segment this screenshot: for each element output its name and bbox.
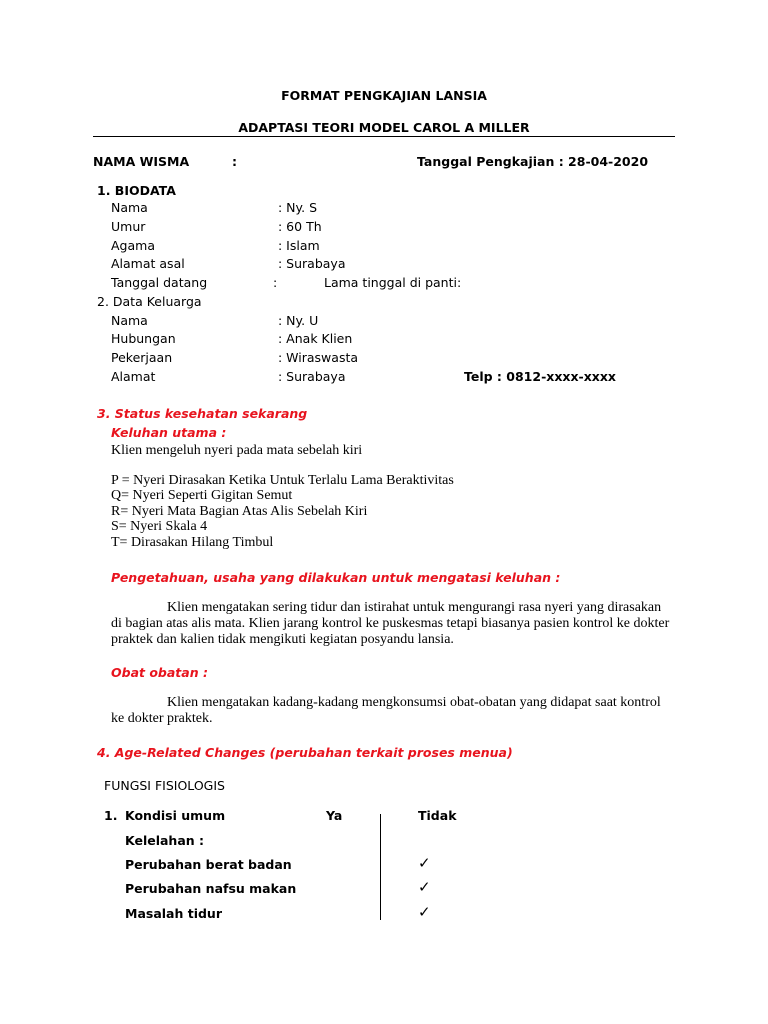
keluarga-label: Pekerjaan [111, 350, 173, 365]
table-row-label: Masalah tidur [125, 906, 222, 921]
telp-value: Telp : 0812-xxxx-xxxx [464, 369, 616, 384]
status-heading: 3. Status kesehatan sekarang [97, 406, 308, 421]
pqrst-line: P = Nyeri Dirasakan Ketika Untuk Terlalu Lama Beraktivitas [111, 473, 454, 488]
check-icon: ✓ [418, 903, 431, 921]
tanggal-pengkajian: Tanggal Pengkajian : 28-04-2020 [417, 154, 649, 169]
keluarga-label: Alamat [111, 369, 156, 384]
tanggal-datang-label: Tanggal datang [111, 275, 208, 290]
table-title: Kondisi umum [125, 808, 226, 823]
keluarga-heading: 2. Data Keluarga [97, 294, 202, 309]
table-divider [380, 814, 381, 920]
nama-wisma-colon: : [232, 154, 237, 169]
check-icon: ✓ [418, 854, 431, 872]
biodata-label: Umur [111, 219, 146, 234]
pqrst-line: T= Dirasakan Hilang Timbul [111, 535, 274, 550]
nama-wisma-label: NAMA WISMA [93, 154, 190, 169]
table-row-label: Kelelahan : [125, 833, 205, 848]
biodata-label: Alamat asal [111, 256, 185, 271]
lama-tinggal-label: Lama tinggal di panti: [324, 275, 462, 290]
keluarga-value: : Wiraswasta [278, 350, 359, 365]
pqrst-line: R= Nyeri Mata Bagian Atas Alis Sebelah Kiri [111, 504, 368, 519]
obat-text: Klien mengatakan kadang-kadang mengkonsumsi obat-obatan yang didapat saat kontrol ke dokter praktek. [111, 695, 661, 726]
table-row-label: Perubahan nafsu makan [125, 881, 297, 896]
tanggal-datang-colon: : [273, 275, 278, 290]
pqrst-line: S= Nyeri Skala 4 [111, 519, 208, 534]
check-icon: ✓ [418, 878, 431, 896]
biodata-heading: 1. BIODATA [97, 183, 176, 198]
keluarga-value: : Anak Klien [278, 331, 353, 346]
biodata-label: Agama [111, 238, 155, 253]
pqrst-line: Q= Nyeri Seperti Gigitan Semut [111, 488, 293, 503]
keluarga-label: Nama [111, 313, 148, 328]
biodata-value: : Ny. S [278, 200, 318, 215]
obat-label: Obat obatan : [111, 665, 208, 680]
pengetahuan-label: Pengetahuan, usaha yang dilakukan untuk mengatasi keluhan : [111, 570, 561, 585]
pengetahuan-text: Klien mengatakan sering tidur dan istirahat untuk mengurangi rasa nyeri yang dirasakan di bagian atas alis mata. Klien jarang kontrol ke puskesmas tetapi biasanya pasien kontrol ke dokter praktek dan kalien tidak mengikuti kegiatan posyandu lansia. [111, 600, 670, 647]
document-subtitle: ADAPTASI TEORI MODEL CAROL A MILLER [238, 120, 530, 135]
biodata-value: : 60 Th [278, 219, 322, 234]
keluarga-value: : Ny. U [278, 313, 319, 328]
header-divider [93, 136, 675, 137]
biodata-label: Nama [111, 200, 148, 215]
keluhan-text: Klien mengeluh nyeri pada mata sebelah kiri [111, 443, 363, 458]
keluhan-label: Keluhan utama : [111, 425, 227, 440]
col-ya-header: Ya [326, 808, 343, 823]
keluarga-label: Hubungan [111, 331, 176, 346]
table-number: 1. [104, 808, 118, 823]
table-row-label: Perubahan berat badan [125, 857, 292, 872]
biodata-value: : Islam [278, 238, 320, 253]
col-tidak-header: Tidak [418, 808, 457, 823]
keluarga-value: : Surabaya [278, 369, 346, 384]
document-title: FORMAT PENGKAJIAN LANSIA [281, 88, 487, 103]
fungsi-fisiologis-label: FUNGSI FISIOLOGIS [104, 778, 225, 793]
biodata-value: : Surabaya [278, 256, 346, 271]
age-related-heading: 4. Age-Related Changes (perubahan terkait proses menua) [97, 745, 513, 760]
